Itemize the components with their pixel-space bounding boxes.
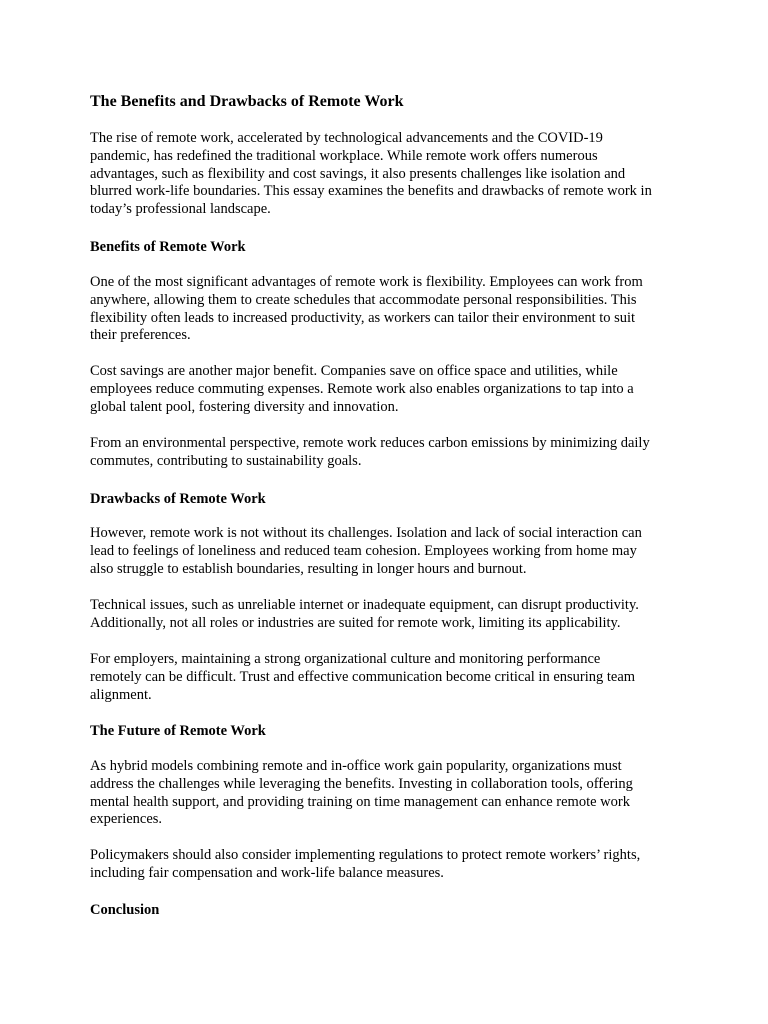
- paragraph-line: advantages, such as flexibility and cost savings, it also presents challenges like isolation and: [90, 165, 626, 182]
- intro-paragraph: [90, 130, 680, 219]
- paragraph-line: employees reduce commuting expenses. Remote work also enables organizations to tap into a: [90, 380, 634, 397]
- benefits-paragraph-1: [90, 274, 680, 345]
- drawbacks-paragraph-1: [90, 525, 680, 578]
- paragraph-line: their preferences.: [90, 327, 191, 344]
- paragraph-line: global talent pool, fostering diversity and innovation.: [90, 398, 399, 415]
- paragraph-line: Technical issues, such as unreliable internet or inadequate equipment, can disrupt productivity.: [90, 597, 639, 613]
- paragraph-line: From an environmental perspective, remote work reduces carbon emissions by minimizing daily: [90, 435, 650, 451]
- paragraph-line: pandemic, has redefined the traditional workplace. While remote work offers numerous: [90, 147, 598, 164]
- paragraph-line: address the challenges while leveraging the benefits. Investing in collaboration tools, offering: [90, 775, 633, 792]
- paragraph-line: commutes, contributing to sustainability goals.: [90, 452, 362, 469]
- paragraph-line: One of the most significant advantages of remote work is flexibility. Employees can work from: [90, 274, 643, 290]
- document-title: The Benefits and Drawbacks of Remote Work: [90, 93, 404, 110]
- paragraph-line: including fair compensation and work-life balance measures.: [90, 864, 444, 881]
- paragraph-line: anywhere, allowing them to create schedules that accommodate personal responsibilities. This: [90, 291, 637, 308]
- section-heading-benefits: Benefits of Remote Work: [90, 239, 246, 255]
- future-paragraph-1: [90, 758, 680, 829]
- paragraph-line: blurred work-life boundaries. This essay examines the benefits and drawbacks of remote work in: [90, 183, 652, 200]
- paragraph-line: experiences.: [90, 811, 163, 828]
- paragraph-line: mental health support, and providing training on time management can enhance remote work: [90, 793, 630, 810]
- paragraph-line: also struggle to establish boundaries, resulting in longer hours and burnout.: [90, 560, 527, 577]
- benefits-paragraph-3: [90, 435, 680, 471]
- paragraph-line: Additionally, not all roles or industries are suited for remote work, limiting its applicability.: [90, 614, 621, 631]
- benefits-paragraph-2: [90, 363, 680, 416]
- drawbacks-paragraph-3: [90, 651, 680, 704]
- paragraph-line: today’s professional landscape.: [90, 201, 271, 218]
- paragraph-line: However, remote work is not without its challenges. Isolation and lack of social interaction can: [90, 525, 642, 541]
- drawbacks-paragraph-2: [90, 597, 680, 633]
- section-heading-future: The Future of Remote Work: [90, 723, 266, 739]
- section-heading-drawbacks: Drawbacks of Remote Work: [90, 491, 266, 507]
- paragraph-line: Cost savings are another major benefit. Companies save on office space and utilities, while: [90, 363, 618, 379]
- paragraph-line: For employers, maintaining a strong organizational culture and monitoring performance: [90, 651, 601, 667]
- future-paragraph-2: [90, 847, 680, 883]
- paragraph-line: remotely can be difficult. Trust and effective communication become critical in ensuring team: [90, 668, 636, 685]
- paragraph-line: lead to feelings of loneliness and reduced team cohesion. Employees working from home may: [90, 542, 637, 559]
- section-heading-conclusion: Conclusion: [90, 902, 160, 918]
- paragraph-line: flexibility often leads to increased productivity, as workers can tailor their environment to suit: [90, 309, 636, 326]
- paragraph-line: Policymakers should also consider implementing regulations to protect remote workers’ rights,: [90, 847, 641, 863]
- paragraph-line: The rise of remote work, accelerated by technological advancements and the COVID-19: [90, 130, 603, 146]
- paragraph-line: As hybrid models combining remote and in-office work gain popularity, organizations must: [90, 758, 622, 774]
- paragraph-line: alignment.: [90, 686, 152, 703]
